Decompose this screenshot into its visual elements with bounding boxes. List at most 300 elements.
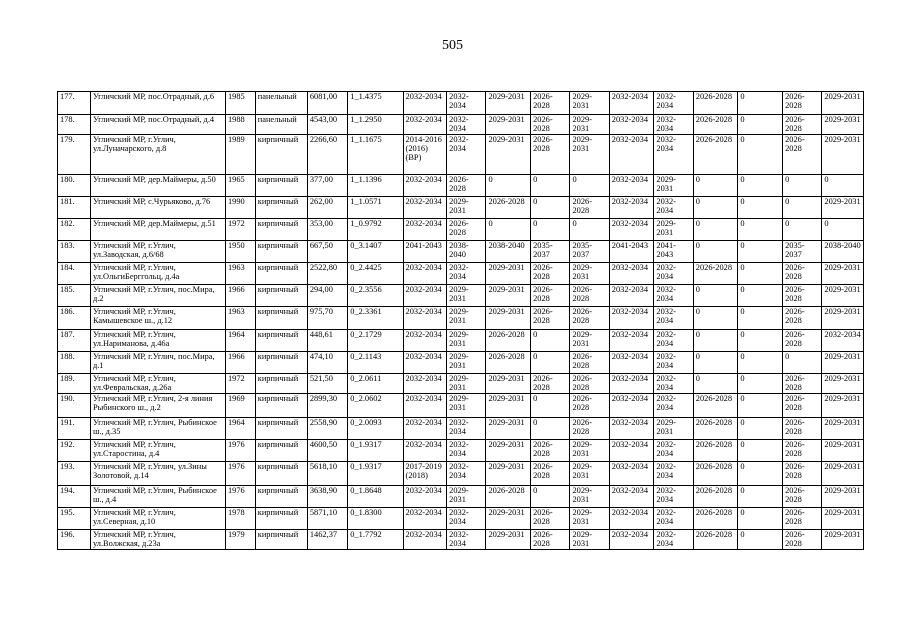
repair-period: 2041-2043 xyxy=(403,241,447,263)
repair-period: 2026-2028 xyxy=(783,330,822,352)
repair-period: 2026-2028 xyxy=(486,486,531,508)
repair-period: 2032-2034 xyxy=(609,352,654,374)
repair-period: 2026-2028 xyxy=(783,374,822,394)
repair-period: 2026-2028 xyxy=(570,307,609,330)
row-number: 186. xyxy=(58,307,91,330)
repair-period: 2032-2034 xyxy=(609,530,654,550)
repair-period: 0 xyxy=(738,440,783,462)
repair-period: 2014-2016 (2016) (ВР) xyxy=(403,135,447,175)
repair-period: 2029-2031 xyxy=(570,115,609,135)
repair-period: 2038-2040 xyxy=(486,241,531,263)
repair-period: 2026-2028 xyxy=(783,418,822,440)
table-row xyxy=(58,307,864,330)
total-area: 2558,90 xyxy=(307,418,347,440)
repair-period: 2026-2028 xyxy=(531,115,570,135)
repair-period: 2029-2031 xyxy=(570,135,609,175)
construction-year: 1979 xyxy=(225,530,255,550)
repair-period: 2032-2034 xyxy=(609,263,654,285)
repair-period: 0 xyxy=(738,330,783,352)
repair-period: 2029-2031 xyxy=(822,394,864,418)
row-number: 181. xyxy=(58,197,91,219)
wall-material: кирпичный xyxy=(255,263,307,285)
repair-period: 2035-2037 xyxy=(570,241,609,263)
wall-material: кирпичный xyxy=(255,394,307,418)
row-number: 182. xyxy=(58,219,91,241)
repair-period: 0 xyxy=(531,219,570,241)
repair-period: 2032-2034 xyxy=(609,285,654,307)
total-area: 1462,37 xyxy=(307,530,347,550)
repair-period: 0 xyxy=(486,175,531,197)
repair-period: 2026-2028 xyxy=(783,115,822,135)
repair-period: 2032-2034 xyxy=(654,394,693,418)
repair-period: 2032-2034 xyxy=(403,394,447,418)
total-area: 2522,80 xyxy=(307,263,347,285)
wall-material: кирпичный xyxy=(255,374,307,394)
repair-period: 2032-2034 xyxy=(447,530,486,550)
total-area: 521,50 xyxy=(307,374,347,394)
repair-period: 0 xyxy=(738,219,783,241)
total-area: 4600,50 xyxy=(307,440,347,462)
repair-period: 2032-2034 xyxy=(609,92,654,115)
repair-period: 2029-2031 xyxy=(654,219,693,241)
repair-period: 2026-2028 xyxy=(531,462,570,486)
repair-period: 2032-2034 xyxy=(447,115,486,135)
repair-period: 2026-2028 xyxy=(783,263,822,285)
repair-period: 2029-2031 xyxy=(822,530,864,550)
repair-period: 2032-2034 xyxy=(403,285,447,307)
address: Угличский МР, г.Углич, ул.Зины Золотовой, д.14 xyxy=(90,462,225,486)
repair-period: 2029-2031 xyxy=(570,330,609,352)
repair-period: 0 xyxy=(486,219,531,241)
table-row xyxy=(58,352,864,374)
repair-period: 2029-2031 xyxy=(822,285,864,307)
table-row xyxy=(58,285,864,307)
row-number: 177. xyxy=(58,92,91,115)
repair-period: 2032-2034 xyxy=(403,175,447,197)
repair-period: 2032-2034 xyxy=(654,263,693,285)
repair-period: 2026-2028 xyxy=(693,418,738,440)
repair-period: 2032-2034 xyxy=(609,175,654,197)
repair-period: 2032-2034 xyxy=(609,462,654,486)
repair-period: 2029-2031 xyxy=(822,307,864,330)
wall-material: кирпичный xyxy=(255,352,307,374)
wall-material: панельный xyxy=(255,115,307,135)
repair-period: 0 xyxy=(783,219,822,241)
repair-period: 0 xyxy=(693,241,738,263)
repair-period: 0 xyxy=(531,418,570,440)
table-row xyxy=(58,263,864,285)
repair-period: 2032-2034 xyxy=(654,285,693,307)
repair-period: 2029-2031 xyxy=(822,263,864,285)
repair-period: 2032-2034 xyxy=(447,440,486,462)
repair-period: 0 xyxy=(738,352,783,374)
priority-code: 0_2.3556 xyxy=(348,285,403,307)
row-number: 190. xyxy=(58,394,91,418)
repair-period: 2029-2031 xyxy=(822,418,864,440)
row-number: 179. xyxy=(58,135,91,175)
wall-material: кирпичный xyxy=(255,197,307,219)
repair-period: 0 xyxy=(783,175,822,197)
repair-period: 2035-2037 xyxy=(531,241,570,263)
address: Угличский МР, с.Чурьяково, д.76 xyxy=(90,197,225,219)
total-area: 294,00 xyxy=(307,285,347,307)
row-number: 178. xyxy=(58,115,91,135)
wall-material: кирпичный xyxy=(255,307,307,330)
address: Угличский МР, дер.Маймеры, д.51 xyxy=(90,219,225,241)
row-number: 189. xyxy=(58,374,91,394)
repair-period: 2029-2031 xyxy=(822,508,864,530)
repair-period: 2026-2028 xyxy=(486,330,531,352)
repair-period: 0 xyxy=(693,374,738,394)
total-area: 474,10 xyxy=(307,352,347,374)
address: Угличский МР, г.Углич, ул.Северная, д.10 xyxy=(90,508,225,530)
priority-code: 0_3.1407 xyxy=(348,241,403,263)
table-row xyxy=(58,530,864,550)
table-row xyxy=(58,92,864,115)
repair-period: 0 xyxy=(693,352,738,374)
repair-period: 2032-2034 xyxy=(609,330,654,352)
repair-period: 2032-2034 xyxy=(403,219,447,241)
repair-period: 0 xyxy=(738,135,783,175)
repair-period: 2026-2028 xyxy=(570,197,609,219)
wall-material: панельный xyxy=(255,92,307,115)
repair-period: 2032-2034 xyxy=(447,462,486,486)
priority-code: 0_1.8300 xyxy=(348,508,403,530)
address: Угличский МР, пос.Отрадный, д.6 xyxy=(90,92,225,115)
repair-period: 2032-2034 xyxy=(654,374,693,394)
repair-period: 2029-2031 xyxy=(822,486,864,508)
construction-year: 1985 xyxy=(225,92,255,115)
repair-period: 0 xyxy=(531,352,570,374)
repair-period: 2029-2031 xyxy=(447,394,486,418)
repair-period: 2026-2028 xyxy=(783,530,822,550)
repair-period: 2026-2028 xyxy=(693,486,738,508)
priority-code: 0_1.7792 xyxy=(348,530,403,550)
address: Угличский МР, пос.Отрадный, д.4 xyxy=(90,115,225,135)
repair-period: 2029-2031 xyxy=(822,352,864,374)
table-row xyxy=(58,374,864,394)
wall-material: кирпичный xyxy=(255,219,307,241)
repair-period: 2032-2034 xyxy=(447,92,486,115)
repair-period: 2029-2031 xyxy=(570,486,609,508)
repair-period: 2026-2028 xyxy=(531,263,570,285)
repair-period: 2032-2034 xyxy=(403,352,447,374)
repair-period: 2026-2028 xyxy=(693,263,738,285)
construction-year: 1976 xyxy=(225,462,255,486)
repair-period: 2038-2040 xyxy=(447,241,486,263)
repair-period: 2017-2019 (2018) xyxy=(403,462,447,486)
total-area: 3638,90 xyxy=(307,486,347,508)
repair-period: 2029-2031 xyxy=(654,175,693,197)
address: Угличский МР, г.Углич, ул.ОльгиБерггольц, д.4а xyxy=(90,263,225,285)
repair-period: 2032-2034 xyxy=(609,307,654,330)
priority-code: 0_2.0093 xyxy=(348,418,403,440)
total-area: 5871,10 xyxy=(307,508,347,530)
construction-year: 1963 xyxy=(225,307,255,330)
wall-material: кирпичный xyxy=(255,440,307,462)
address: Угличский МР, г.Углич, ул.Нариманова, д.46а xyxy=(90,330,225,352)
construction-year: 1972 xyxy=(225,374,255,394)
priority-code: 1_1.1396 xyxy=(348,175,403,197)
repair-period: 2029-2031 xyxy=(486,394,531,418)
wall-material: кирпичный xyxy=(255,508,307,530)
table-row xyxy=(58,175,864,197)
total-area: 4543,00 xyxy=(307,115,347,135)
priority-code: 0_2.3361 xyxy=(348,307,403,330)
repair-period: 2026-2028 xyxy=(447,175,486,197)
repair-period: 2029-2031 xyxy=(486,307,531,330)
address: Угличский МР, г.Углич, ул.Февральская, д.26а xyxy=(90,374,225,394)
table-row xyxy=(58,197,864,219)
repair-period: 2032-2034 xyxy=(654,330,693,352)
repair-period: 2029-2031 xyxy=(570,508,609,530)
total-area: 975,70 xyxy=(307,307,347,330)
priority-code: 0_1.9317 xyxy=(348,440,403,462)
repair-period: 2032-2034 xyxy=(609,486,654,508)
repair-period: 2029-2031 xyxy=(822,462,864,486)
repair-period: 2029-2031 xyxy=(486,530,531,550)
repair-period: 0 xyxy=(738,197,783,219)
repair-period: 2026-2028 xyxy=(531,440,570,462)
repair-period: 2032-2034 xyxy=(403,115,447,135)
wall-material: кирпичный xyxy=(255,241,307,263)
table-row xyxy=(58,241,864,263)
repair-period: 2026-2028 xyxy=(486,352,531,374)
repair-period: 2029-2031 xyxy=(570,462,609,486)
repair-period: 2026-2028 xyxy=(693,135,738,175)
repair-period: 2032-2034 xyxy=(609,197,654,219)
repair-period: 2032-2034 xyxy=(403,197,447,219)
construction-year: 1963 xyxy=(225,263,255,285)
repair-period: 0 xyxy=(738,92,783,115)
repair-period: 2026-2028 xyxy=(783,486,822,508)
repair-period: 2029-2031 xyxy=(486,92,531,115)
total-area: 2266,60 xyxy=(307,135,347,175)
repair-period: 2032-2034 xyxy=(403,307,447,330)
address: Угличский МР, г.Углич, ул.Заводская, д.6/68 xyxy=(90,241,225,263)
total-area: 353,00 xyxy=(307,219,347,241)
wall-material: кирпичный xyxy=(255,418,307,440)
construction-year: 1978 xyxy=(225,508,255,530)
total-area: 2899,30 xyxy=(307,394,347,418)
repair-period: 2029-2031 xyxy=(822,115,864,135)
repair-period: 2029-2031 xyxy=(447,285,486,307)
repair-period: 0 xyxy=(531,394,570,418)
row-number: 188. xyxy=(58,352,91,374)
repair-period: 2029-2031 xyxy=(822,440,864,462)
repair-period: 2032-2034 xyxy=(447,263,486,285)
repair-period: 0 xyxy=(738,374,783,394)
priority-code: 1_1.0571 xyxy=(348,197,403,219)
repair-period: 2029-2031 xyxy=(654,418,693,440)
repair-period: 2038-2040 xyxy=(822,241,864,263)
repair-period: 2032-2034 xyxy=(654,486,693,508)
table-row xyxy=(58,418,864,440)
construction-year: 1964 xyxy=(225,330,255,352)
repair-period: 2032-2034 xyxy=(609,418,654,440)
repair-period: 0 xyxy=(738,307,783,330)
repair-period: 2032-2034 xyxy=(403,330,447,352)
row-number: 196. xyxy=(58,530,91,550)
repair-period: 2026-2028 xyxy=(447,219,486,241)
repair-period: 2032-2034 xyxy=(403,374,447,394)
address: Угличский МР, г.Углич, 2-я линия Рыбинского ш., д.2 xyxy=(90,394,225,418)
repair-period: 0 xyxy=(783,197,822,219)
wall-material: кирпичный xyxy=(255,330,307,352)
table-row xyxy=(58,508,864,530)
repair-period: 2032-2034 xyxy=(822,330,864,352)
repair-period: 2026-2028 xyxy=(531,92,570,115)
total-area: 448,61 xyxy=(307,330,347,352)
repair-period: 2029-2031 xyxy=(447,374,486,394)
repair-period: 2032-2034 xyxy=(654,352,693,374)
priority-code: 1_1.2950 xyxy=(348,115,403,135)
repair-period: 2032-2034 xyxy=(609,374,654,394)
repair-period: 0 xyxy=(570,175,609,197)
repair-period: 2029-2031 xyxy=(447,307,486,330)
repair-period: 2026-2028 xyxy=(693,440,738,462)
repair-period: 0 xyxy=(738,530,783,550)
page-number: 505 xyxy=(442,38,463,53)
repair-period: 2026-2028 xyxy=(783,307,822,330)
repair-period: 0 xyxy=(822,175,864,197)
repair-period: 2026-2028 xyxy=(531,374,570,394)
table-row xyxy=(58,394,864,418)
repair-period: 2026-2028 xyxy=(570,374,609,394)
repair-period: 2029-2031 xyxy=(486,115,531,135)
table-row xyxy=(58,115,864,135)
priority-code: 0_2.0611 xyxy=(348,374,403,394)
table-row xyxy=(58,486,864,508)
repair-period: 0 xyxy=(738,175,783,197)
repair-period: 2029-2031 xyxy=(486,135,531,175)
address: Угличский МР, г.Углич, ул.Волжская, д.23а xyxy=(90,530,225,550)
repair-period: 2032-2034 xyxy=(654,307,693,330)
wall-material: кирпичный xyxy=(255,486,307,508)
repair-period: 2029-2031 xyxy=(486,263,531,285)
total-area: 6081,00 xyxy=(307,92,347,115)
repair-period: 0 xyxy=(822,219,864,241)
priority-code: 0_1.8648 xyxy=(348,486,403,508)
repair-period: 2032-2034 xyxy=(403,440,447,462)
repair-period: 0 xyxy=(738,241,783,263)
repair-period: 0 xyxy=(693,330,738,352)
repair-period: 0 xyxy=(693,307,738,330)
repair-period: 2029-2031 xyxy=(486,440,531,462)
priority-code: 0_2.1143 xyxy=(348,352,403,374)
priority-code: 1_1.4375 xyxy=(348,92,403,115)
wall-material: кирпичный xyxy=(255,285,307,307)
repair-period: 2029-2031 xyxy=(447,352,486,374)
repair-period: 2026-2028 xyxy=(531,508,570,530)
table-row xyxy=(58,330,864,352)
repair-period: 2029-2031 xyxy=(486,508,531,530)
repair-period: 2032-2034 xyxy=(654,508,693,530)
priority-code: 1_1.1675 xyxy=(348,135,403,175)
repair-period: 2032-2034 xyxy=(447,135,486,175)
repair-period: 2032-2034 xyxy=(403,263,447,285)
repair-period: 0 xyxy=(693,197,738,219)
repair-period: 0 xyxy=(693,175,738,197)
repair-period: 2026-2028 xyxy=(531,530,570,550)
repair-period: 0 xyxy=(738,394,783,418)
construction-year: 1990 xyxy=(225,197,255,219)
address: Угличский МР, г.Углич, Рыбинское ш., д.35 xyxy=(90,418,225,440)
wall-material: кирпичный xyxy=(255,135,307,175)
repair-period: 2029-2031 xyxy=(570,440,609,462)
row-number: 194. xyxy=(58,486,91,508)
repair-period: 2026-2028 xyxy=(693,530,738,550)
repair-period: 2029-2031 xyxy=(486,462,531,486)
construction-year: 1976 xyxy=(225,440,255,462)
address: Угличский МР, г.Углич, пос.Мира, д.1 xyxy=(90,352,225,374)
total-area: 5618,10 xyxy=(307,462,347,486)
repair-period: 0 xyxy=(738,115,783,135)
address: Угличский МР, г.Углич, Рыбинское ш., д.4 xyxy=(90,486,225,508)
priority-code: 0_2.1729 xyxy=(348,330,403,352)
wall-material: кирпичный xyxy=(255,530,307,550)
repair-period: 2032-2034 xyxy=(609,219,654,241)
repair-period: 2032-2034 xyxy=(654,92,693,115)
construction-year: 1964 xyxy=(225,418,255,440)
repair-period: 2026-2028 xyxy=(783,92,822,115)
repair-period: 2026-2028 xyxy=(783,394,822,418)
repair-period: 2026-2028 xyxy=(783,440,822,462)
construction-year: 1966 xyxy=(225,352,255,374)
row-number: 180. xyxy=(58,175,91,197)
repair-period: 2032-2034 xyxy=(403,530,447,550)
construction-year: 1972 xyxy=(225,219,255,241)
repair-period: 2032-2034 xyxy=(403,508,447,530)
repair-period: 2026-2028 xyxy=(570,285,609,307)
repair-period: 2026-2028 xyxy=(693,92,738,115)
repair-period: 2026-2028 xyxy=(693,462,738,486)
repair-period: 2029-2031 xyxy=(486,285,531,307)
repair-period: 0 xyxy=(693,285,738,307)
priority-code: 0_2.4425 xyxy=(348,263,403,285)
repair-period: 0 xyxy=(783,352,822,374)
repair-period: 2026-2028 xyxy=(531,285,570,307)
repair-period: 0 xyxy=(531,175,570,197)
repair-period: 2032-2034 xyxy=(403,486,447,508)
repair-period: 0 xyxy=(531,197,570,219)
row-number: 184. xyxy=(58,263,91,285)
row-number: 187. xyxy=(58,330,91,352)
repair-period: 2032-2034 xyxy=(609,115,654,135)
construction-year: 1969 xyxy=(225,394,255,418)
repair-period: 2032-2034 xyxy=(654,440,693,462)
repair-period: 0 xyxy=(738,462,783,486)
priority-code: 1_0.9792 xyxy=(348,219,403,241)
repair-period: 2029-2031 xyxy=(570,92,609,115)
row-number: 191. xyxy=(58,418,91,440)
repair-period: 2032-2034 xyxy=(609,440,654,462)
wall-material: кирпичный xyxy=(255,462,307,486)
table-row xyxy=(58,219,864,241)
repair-period: 2029-2031 xyxy=(822,197,864,219)
repair-period: 0 xyxy=(738,508,783,530)
repair-period: 2029-2031 xyxy=(486,374,531,394)
repair-period: 2029-2031 xyxy=(447,486,486,508)
repair-period: 0 xyxy=(738,418,783,440)
construction-year: 1989 xyxy=(225,135,255,175)
construction-year: 1976 xyxy=(225,486,255,508)
total-area: 667,50 xyxy=(307,241,347,263)
repair-period: 2029-2031 xyxy=(486,418,531,440)
table-row xyxy=(58,135,864,175)
repair-period: 2029-2031 xyxy=(447,197,486,219)
repair-period: 2032-2034 xyxy=(609,135,654,175)
